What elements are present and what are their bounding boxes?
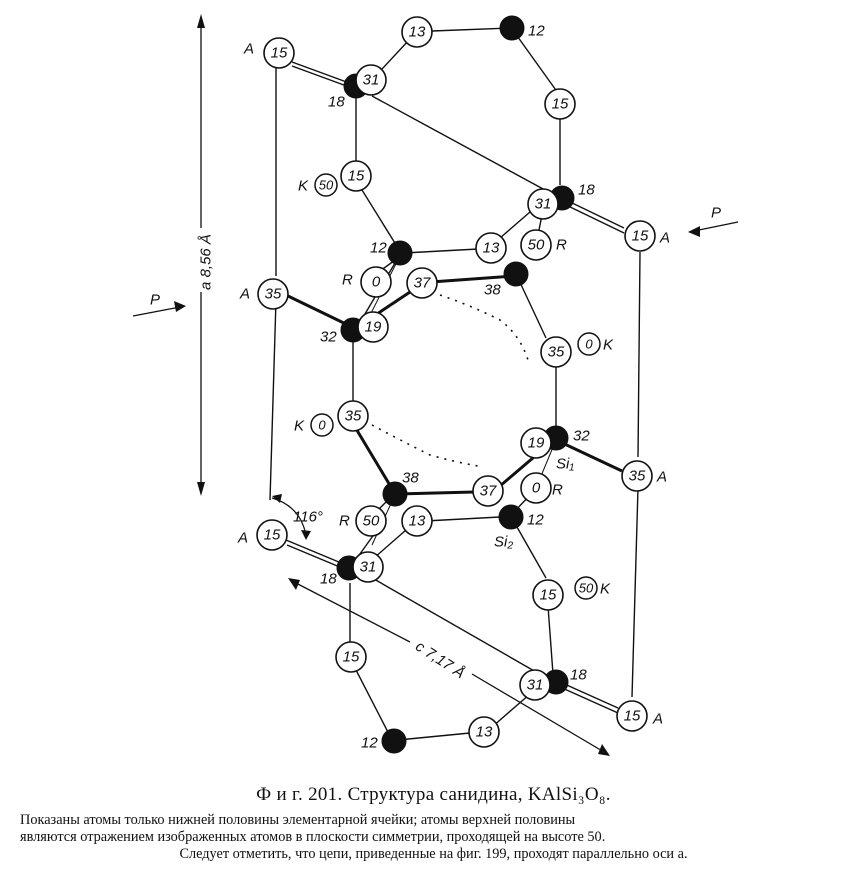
figure-caption-title: Ф и г. 201. Структура санидина, KAlSi₃O₈. [256,784,611,805]
oxygen-atom [476,233,506,263]
si-height: 12 [528,22,545,40]
oxygen-atom [528,189,558,219]
svg-text:19: 19 [527,434,545,452]
a-axis-label: a 8,56 Å [197,234,215,290]
label-r: R [552,481,563,499]
oxygen-atom [541,337,571,367]
svg-text:19: 19 [364,318,382,336]
a-axis-arrow [197,14,215,496]
oxygen-atom [402,17,432,47]
p-arrow-left [133,292,186,317]
potassium-atom [311,414,333,436]
svg-text:13: 13 [408,512,426,530]
si2-label: Si₂ [494,533,514,551]
svg-text:31: 31 [362,71,380,89]
label-a: A [653,710,664,728]
svg-text:15: 15 [342,648,360,666]
caption-line: Показаны атомы только нижней половины элементарной ячейки; атомы верхней половины [20,812,576,828]
silicon-labels [320,23,595,752]
oxygen-atom [473,476,503,506]
oxygen-atom [622,461,652,491]
label-r: R [342,271,353,289]
potassium-atom [578,333,600,355]
si-atom [500,16,524,40]
label-k: K [600,580,611,598]
oxygen-atom [353,552,383,582]
svg-text:50: 50 [318,177,334,193]
label-k: K [603,336,614,354]
oxygen-atom [407,268,437,298]
oxygen-atom [469,717,499,747]
label-r: R [556,236,567,254]
c-axis-label: c 7,17 Å [412,637,468,683]
p-label-left: P [150,291,161,309]
svg-text:15: 15 [551,95,569,113]
si-height: 32 [320,328,337,346]
silicon-atoms [337,16,574,753]
si-atom [499,505,523,529]
oxygen-atoms [257,17,655,747]
oxygen-atom [258,279,288,309]
svg-text:35: 35 [547,343,565,361]
oxygen-atom [356,506,386,536]
oxygen-atom [520,670,550,700]
svg-text:0: 0 [531,479,541,497]
p-label-right: P [711,204,722,222]
svg-text:50: 50 [362,512,380,530]
si-height: 32 [573,427,590,445]
oxygen-atom [257,520,287,550]
si-atom [388,241,412,265]
oxygen-atom [361,267,391,297]
svg-text:15: 15 [347,167,365,185]
dotted-guides [372,295,528,466]
si-height: 18 [578,181,595,199]
oxygen-atom [264,38,294,68]
oxygen-atom [356,65,386,95]
si-height: 12 [370,239,387,257]
svg-text:31: 31 [359,558,377,576]
label-r: R [339,512,350,530]
svg-text:15: 15 [623,707,641,725]
oxygen-atom [545,89,575,119]
oxygen-atom [402,506,432,536]
svg-text:31: 31 [534,195,552,213]
oxygen-atom [358,312,388,342]
caption-line: являются отражением изображенных атомов в плоскости симметрии, проходящей на высоте 50. [20,829,606,845]
svg-text:50: 50 [578,580,594,596]
svg-text:15: 15 [631,227,649,245]
angle-label: 116° [293,508,323,526]
label-a: A [240,285,251,303]
label-k: K [294,417,305,435]
si-atom [382,729,406,753]
oxygen-atom [338,401,368,431]
si-atom [504,262,528,286]
svg-text:35: 35 [344,407,362,425]
figure-caption-body [20,812,847,863]
svg-text:31: 31 [526,676,544,694]
p-arrow-right [688,205,738,238]
label-a: A [660,229,671,247]
oxygen-atom [521,473,551,503]
svg-text:13: 13 [482,239,500,257]
label-k: K [298,177,309,195]
potassium-atom [575,577,597,599]
label-a: A [238,529,249,547]
oxygen-atom [521,230,551,260]
potassium-atom [315,174,337,196]
oxygen-atom [617,701,647,731]
oxygen-atom [341,161,371,191]
label-a: A [657,468,668,486]
svg-text:35: 35 [264,285,282,303]
svg-text:13: 13 [408,23,426,41]
si-height: 38 [484,281,501,299]
oxygen-atom [521,428,551,458]
svg-text:37: 37 [479,482,497,500]
svg-text:15: 15 [270,44,288,62]
svg-text:0: 0 [318,417,326,433]
oxygen-atom [336,642,366,672]
label-a: A [244,40,255,58]
unit-cell-edges [270,62,640,713]
si-height: 12 [527,511,544,529]
svg-text:35: 35 [628,467,646,485]
svg-text:0: 0 [585,336,593,352]
svg-text:50: 50 [527,236,545,254]
si1-label: Si₁ [556,455,575,473]
si-height: 18 [320,570,337,588]
si-height: 18 [328,93,345,111]
oxygen-atom [533,580,563,610]
svg-text:13: 13 [475,723,493,741]
c-axis-arrow [288,578,610,756]
svg-text:37: 37 [413,274,431,292]
si-height: 18 [570,666,587,684]
caption-line: Следует отметить, что цепи, приведенные на фиг. 199, проходят параллельно оси a. [179,846,688,862]
svg-text:0: 0 [371,273,381,291]
svg-text:15: 15 [263,526,281,544]
si-height: 38 [402,469,419,487]
si-height: 12 [361,734,378,752]
svg-text:15: 15 [539,586,557,604]
bonds [347,28,560,740]
oxygen-atom [625,221,655,251]
